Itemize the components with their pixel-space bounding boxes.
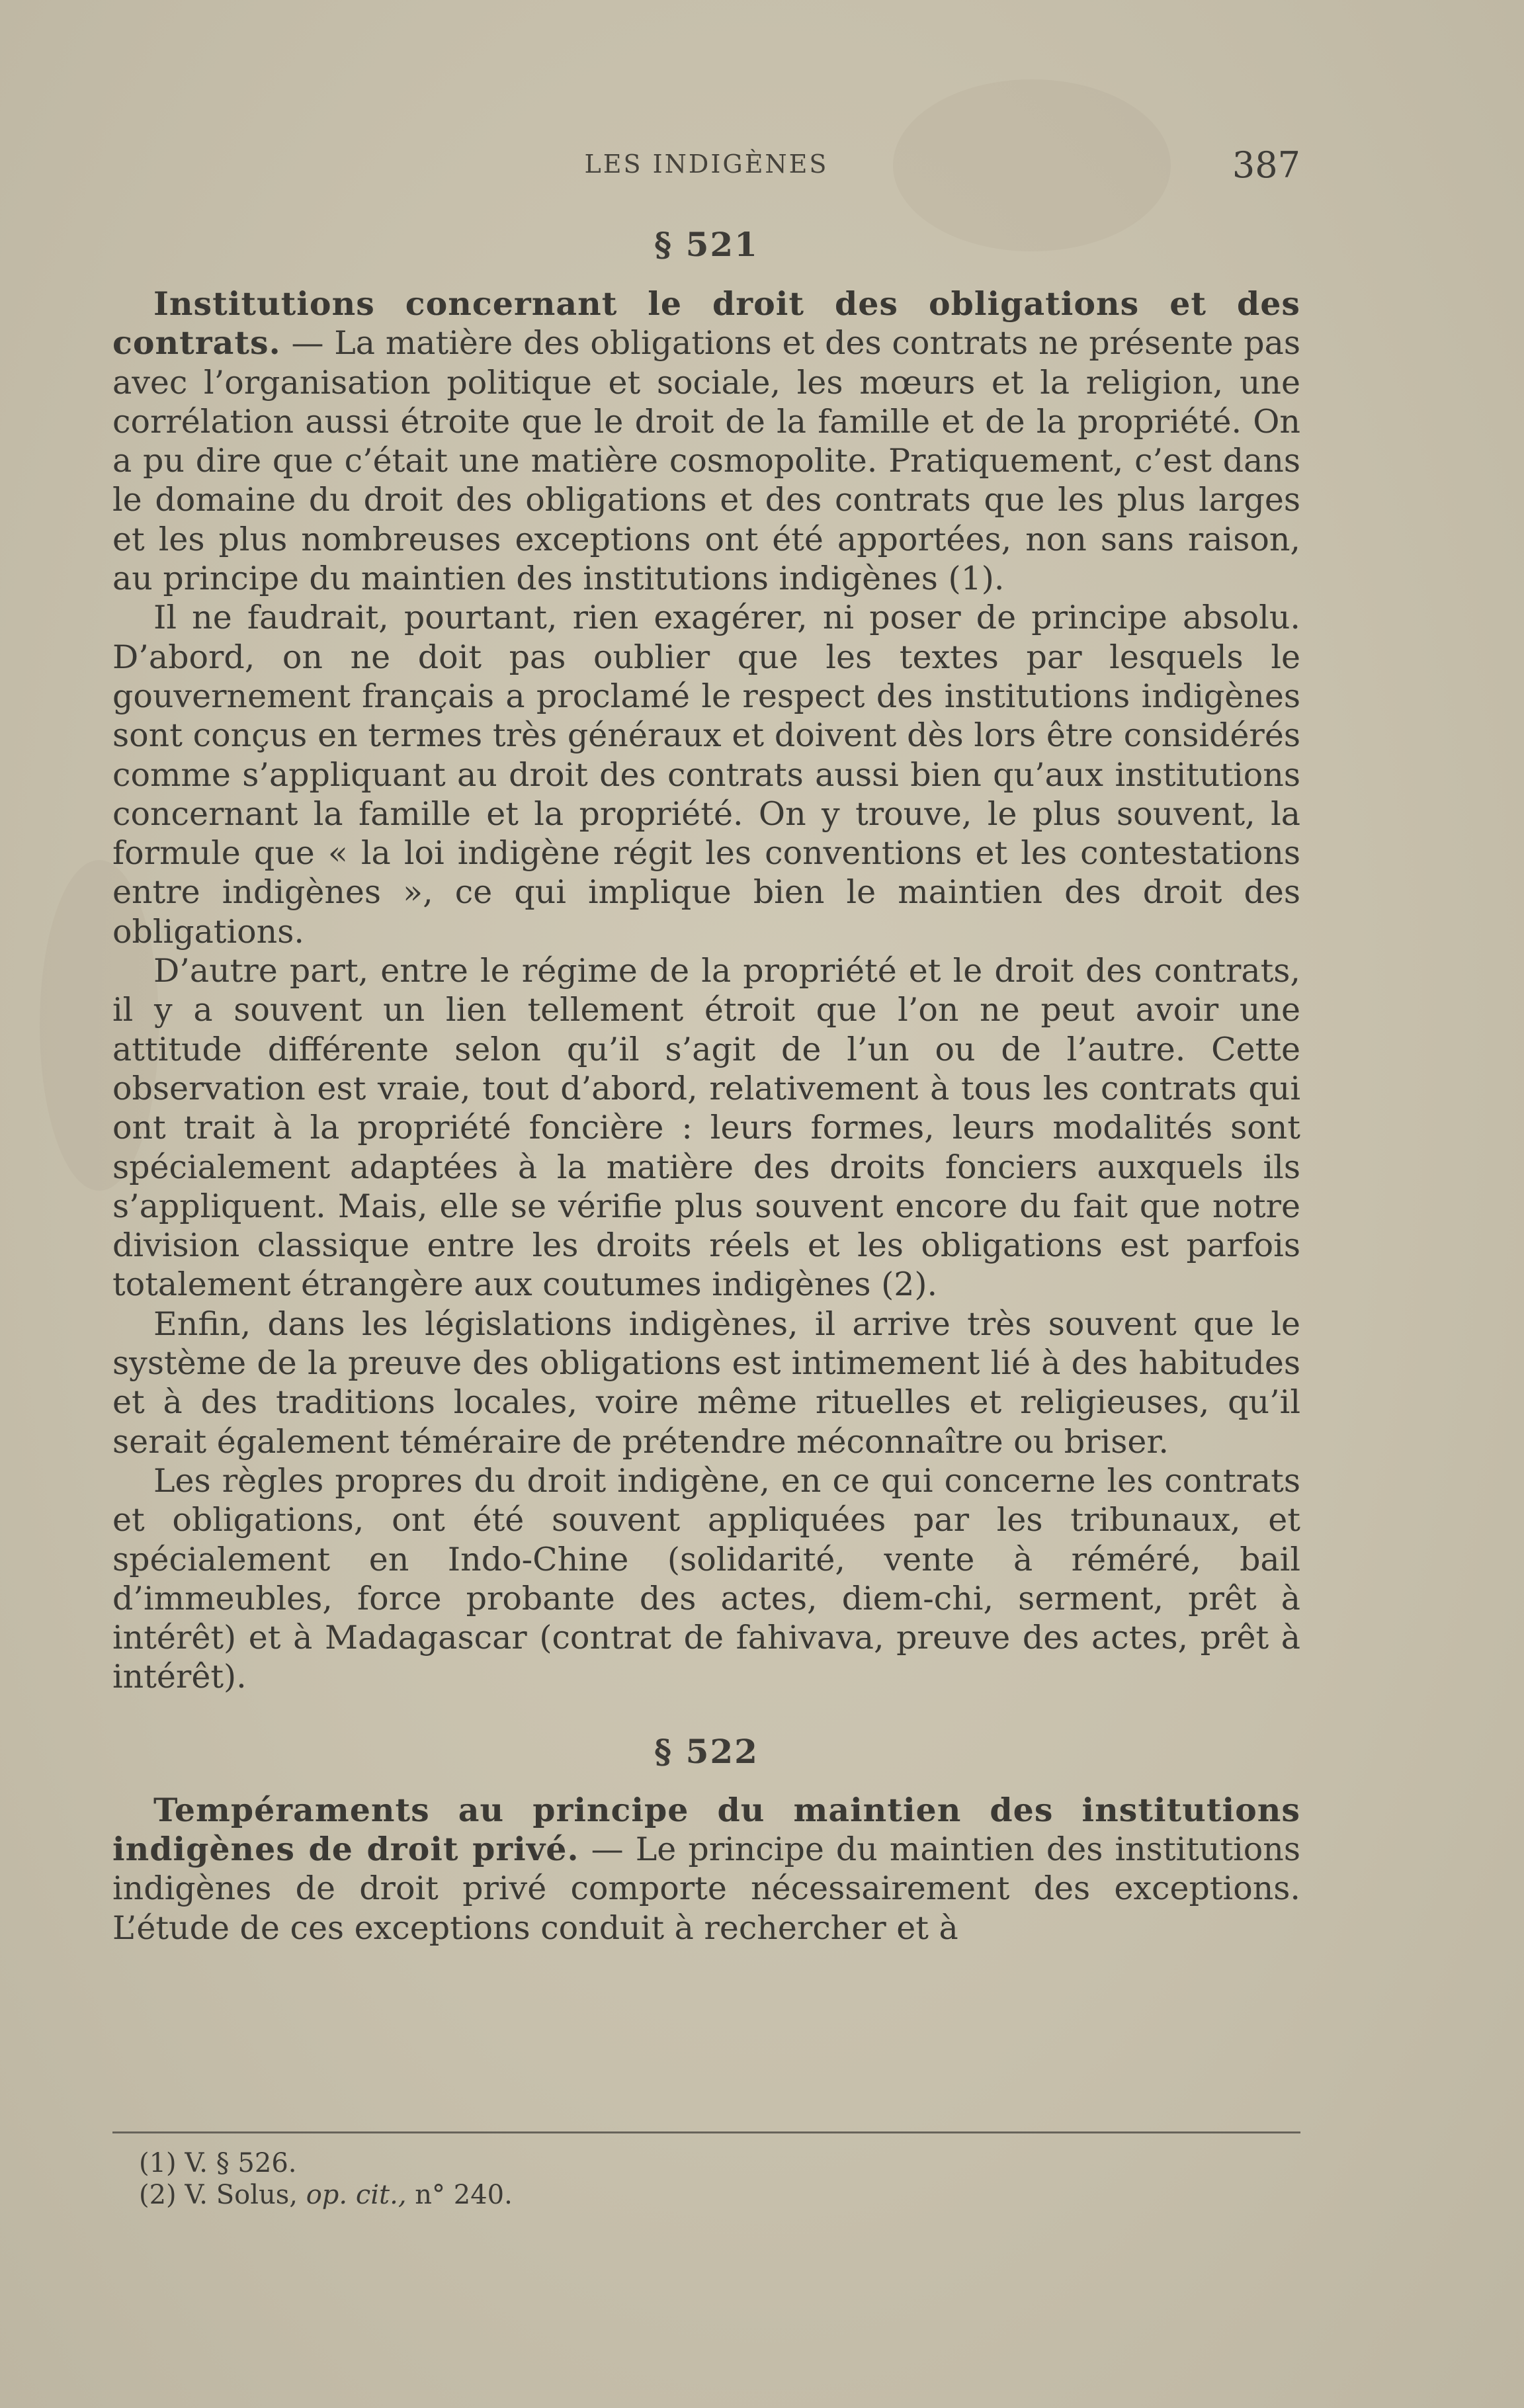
section-522-paragraph-1: Tempéraments au principe du maintien des institutions indigènes de droit privé. — Le principe du maintien des institutions indigènes de droit privé comporte nécessairement des exceptions. L’étude de ces exceptions conduit à rechercher et à [112, 1790, 1301, 1947]
section-521-heading: § 521 [654, 225, 759, 264]
footnote-1-text: V. § 526. [185, 2148, 297, 2178]
footnote-1-marker: (1) [139, 2148, 177, 2178]
footnote-1 [139, 2147, 513, 2179]
section-522-title: Tempéraments au principe du maintien des institutions indigènes de droit privé. [112, 1790, 1300, 1868]
footnotes [139, 2147, 513, 2211]
section-521-paragraph-4: Enfin, dans les législations indigènes, il arrive très souvent que le système de la preuve des obligations est intimement lié à des habitudes et à des traditions locales, voire même rituelles et religieuses, qu’il serait également téméraire de prétendre méconnaître ou briser. [112, 1305, 1300, 1461]
section-521-paragraph-5: Les règles propres du droit indigène, en ce qui concerne les contrats et obligations, ont été souvent appliquées par les tribunaux, et spécialement en Indo-Chine (solidarité, vente à réméré, bail d’immeubles, force probante des actes, diem-chi, serment, prêt à intérêt) et à Madagascar (contrat de fahivava, preuve des actes, prêt à intérêt). [112, 1461, 1300, 1696]
section-521-title: Institutions concernant le droit des obligations et des contrats. [112, 284, 1300, 363]
section-521-paragraph-2: Il ne faudrait, pourtant, rien exagérer, ni poser de principe absolu. D’abord, on ne doit pas oublier que les textes par lesquels le gouvernement français a proclamé le respect des institutions indigènes sont conçus en termes très généraux et doivent dès lors être considérés comme s’appliquant au droit des contrats aussi bien qu’aux institutions concernant la famille et la propriété. On y trouve, le plus souvent, la formule que « la loi indigène régit les conventions et les contestations entre indigènes », ce qui implique bien le maintien des droit des obligations. [112, 599, 1300, 951]
footnote-2-italic: op. cit., [306, 2180, 407, 2210]
running-title: LES INDIGÈNES [584, 150, 829, 179]
footnote-2 [139, 2179, 513, 2211]
section-521-paragraph-3: D’autre part, entre le régime de la propriété et le droit des contrats, il y a souvent un lien tellement étroit que l’on ne peut avoir une attitude différente selon qu’il s’agit de l’un ou de l’autre. Cette observation est vraie, tout d’abord, relativement à tous les contrats qui ont trait à la propriété foncière : leurs formes, leurs modalités sont spécialement adaptées à la matière des droits fonciers auxquels ils s’appliquent. Mais, elle se vérifie plus souvent encore du fait que notre division classique entre les droits réels et les obligations est parfois totalement étrangère aux coutumes indigènes (2). [112, 952, 1300, 1304]
section-521-paragraph-1: Institutions concernant le droit des obligations et des contrats. — La matière des obligations et des contrats ne présente pas avec l’organisation politique et sociale, les mœurs et la religion, une corrélation aussi étroite que le droit de la famille et de la propriété. On a pu dire que c’était une matière cosmopolite. Pratiquement, c’est dans le domaine du droit des obligations et des contrats que les plus larges et les plus nombreuses exceptions ont été apportées, non sans raison, au principe du maintien des institutions indigènes (1). [112, 284, 1301, 598]
section-521-paragraph-1-text: La matière des obligations et des contrats ne présente pas avec l’organisation politique et sociale, les mœurs et la religion, une corrélation aussi étroite que le droit de la famille et de la propriété. On a pu dire que c’était une matière cosmopolite. Pratiquement, c’est dans le domaine du droit des obligations et des contrats que les plus larges et les plus nombreuses exceptions ont été apportées, non sans raison, au principe du maintien des institutions indigènes (1). [112, 324, 1301, 598]
main-text [112, 218, 1300, 1948]
page-number: 387 [1232, 144, 1300, 186]
section-522-heading: § 522 [654, 1731, 759, 1771]
footnote-2-marker: (2) [139, 2180, 177, 2210]
footnote-divider [112, 2131, 1300, 2133]
footnote-2-prefix: V. Solus, [185, 2180, 298, 2210]
section-522-paragraph-1-text: Le principe du maintien des institutions indigènes de droit privé comporte nécessairement des exceptions. L’étude de ces exceptions conduit à rechercher et à [112, 1830, 1301, 1947]
running-header [112, 144, 1300, 191]
footnote-2-suffix: n° 240. [415, 2180, 513, 2210]
